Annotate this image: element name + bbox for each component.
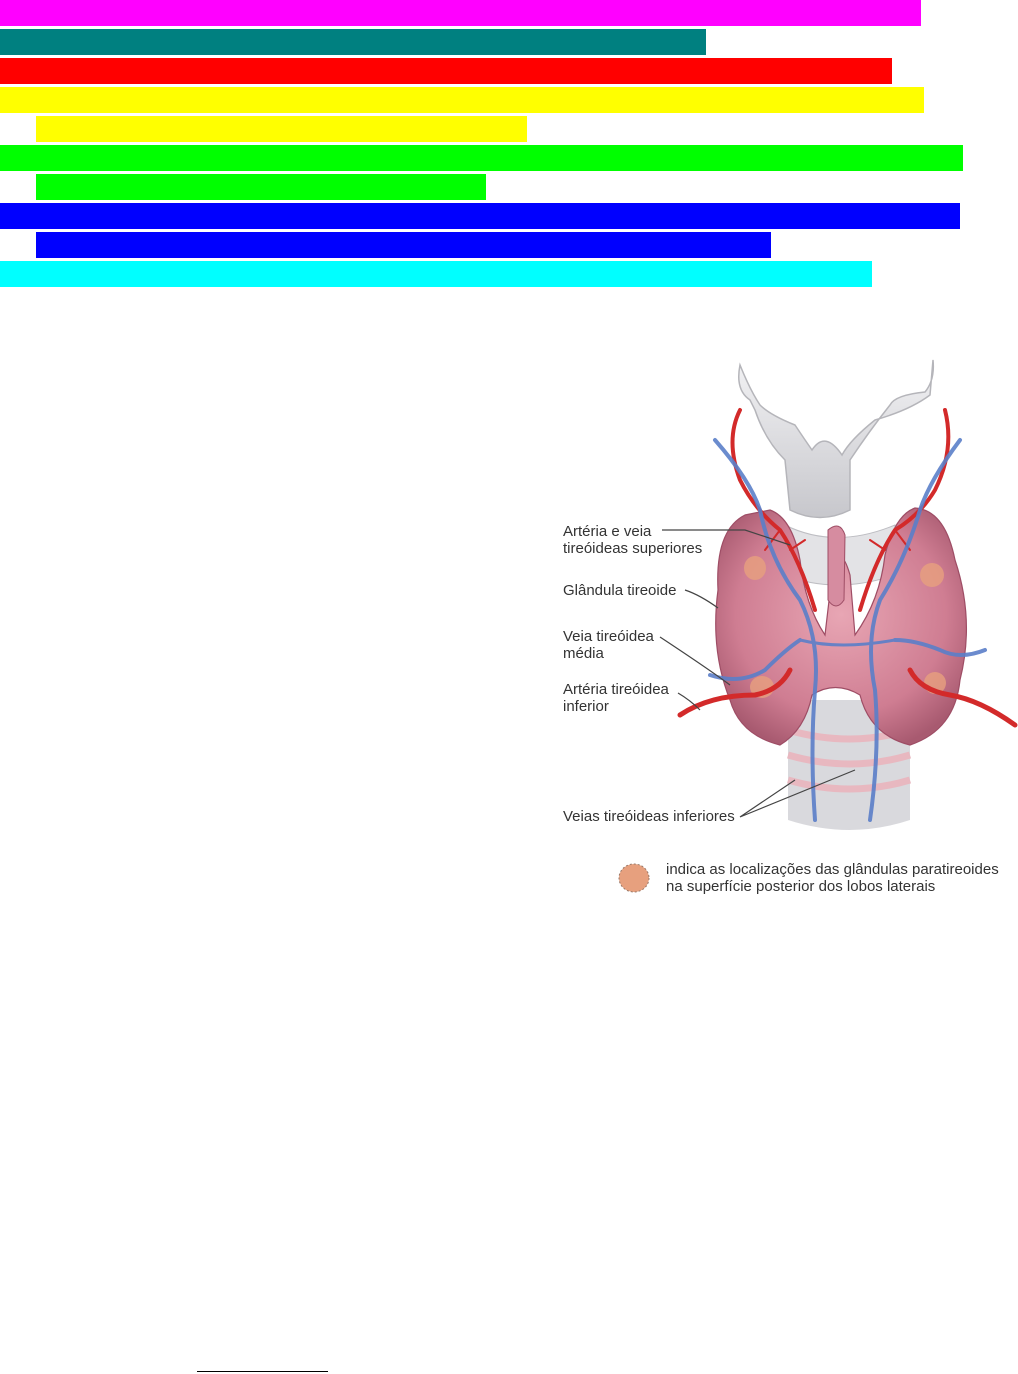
highlight-line-10 — [0, 261, 872, 287]
label-superior-vessels: Artéria e veia tireóideas superiores — [563, 523, 703, 557]
legend-line-2: na superfície posterior dos lobos laterais — [666, 878, 936, 895]
parathyroid-legend — [619, 861, 999, 895]
legend-line-1: indica as localizações das glândulas paratireoides — [666, 861, 999, 878]
highlight-line-2 — [0, 29, 706, 55]
label-inferior-artery: Artéria tireóidea inferior — [563, 681, 669, 715]
highlight-line-7 — [36, 174, 486, 200]
highlight-line-1 — [0, 0, 921, 26]
thyroid-anatomy-figure — [550, 350, 1018, 910]
highlight-line-3 — [0, 58, 892, 84]
parathyroid-legend-icon — [619, 864, 649, 892]
label-middle-vein: Veia tireóidea média — [563, 628, 654, 662]
label-inferior-veins: Veias tireóideas inferiores — [563, 808, 735, 825]
footnote-separator — [197, 1371, 328, 1372]
label-thyroid-gland: Glândula tireoide — [563, 582, 677, 599]
highlight-line-8 — [0, 203, 960, 229]
highlight-line-9 — [36, 232, 771, 258]
highlight-line-4 — [0, 87, 924, 113]
highlight-line-5 — [36, 116, 527, 142]
highlight-line-6 — [0, 145, 963, 171]
